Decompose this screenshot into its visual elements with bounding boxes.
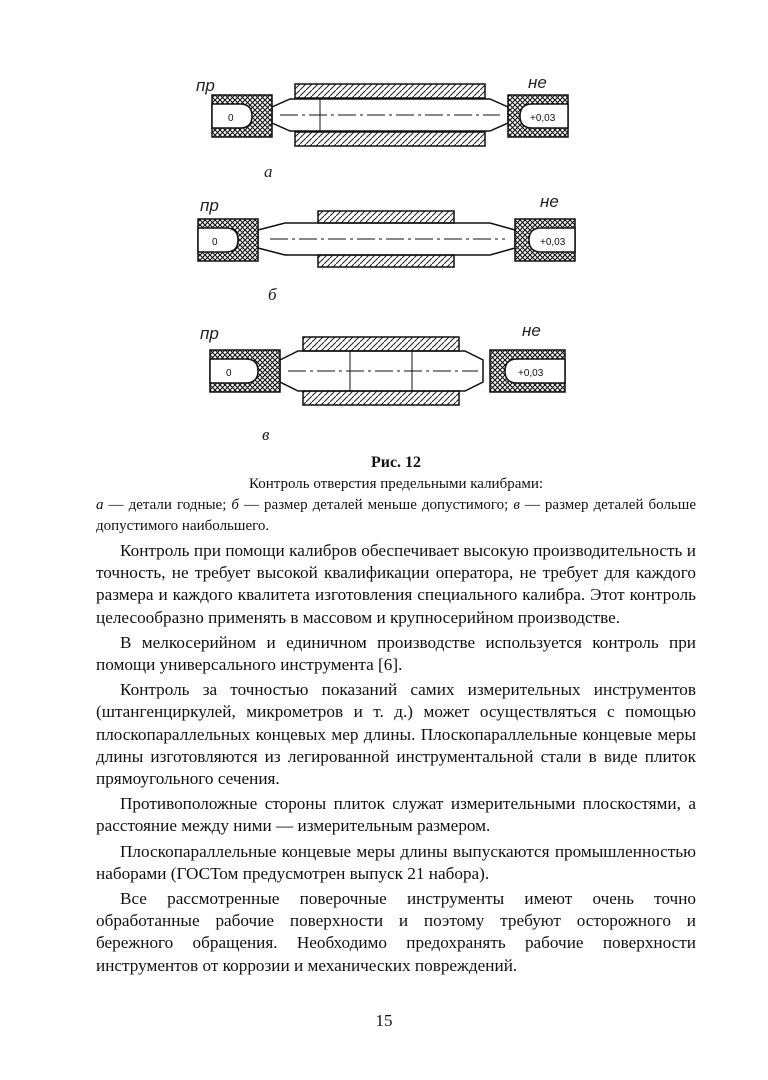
- sub-label-a: а: [264, 162, 273, 181]
- part-wall-top: [295, 84, 485, 98]
- caption-title: Рис. 12: [370, 454, 422, 471]
- go-label: пр: [200, 196, 219, 215]
- gauge-drawings: [0, 0, 768, 450]
- page-number: 15: [375, 1011, 393, 1030]
- nogo-label: не: [528, 73, 547, 92]
- caption-subtitle: Контроль отверстия предельными калибрами:: [248, 476, 544, 492]
- gauge-row-a: [212, 84, 568, 146]
- part-wall-top: [318, 211, 454, 223]
- go-value: 0: [212, 237, 218, 248]
- nogo-label: не: [522, 321, 541, 340]
- nogo-value: +0,03: [518, 368, 544, 379]
- go-label: пр: [196, 76, 215, 95]
- body-text: [96, 540, 696, 980]
- paragraph: Все рассмотренные поверочные инструменты имеют очень точно обработанные рабочие поверхности и поэтому требуют осторожного и бережного обращения. Необходимо предохранять рабочие поверхности инструментов от коррозии и механических повреждений.: [96, 889, 696, 975]
- legend-text-v: — размер деталей больше допустимого наибольшего.: [96, 497, 696, 534]
- paragraph: Противоположные стороны плиток служат измерительными плоскостями, а расстояние между ними — измерительным размером.: [96, 794, 696, 836]
- sub-label-b: б: [268, 285, 277, 304]
- caption-legend: [96, 495, 696, 537]
- nogo-value: +0,03: [540, 237, 566, 248]
- go-value: 0: [226, 368, 232, 379]
- gauge-row-v: [210, 337, 565, 405]
- go-value: 0: [228, 113, 234, 124]
- figure-12: [0, 0, 768, 450]
- part-wall-bottom: [295, 132, 485, 146]
- legend-text-b: — размер деталей меньше допустимого;: [238, 497, 514, 513]
- legend-letter-b: б: [231, 497, 239, 513]
- paragraph: Контроль за точностью показаний самих измерительных инструментов (штангенциркулей, микрометров и т. д.) может осуществляться с помощью плоскопараллельных концевых мер длины. Плоскопараллельные концевые меры длины изготовляются из легированной инструментальной стали в виде плиток прямоугольного сечения.: [96, 680, 696, 789]
- nogo-label: не: [540, 192, 559, 211]
- paragraph: Контроль при помощи калибров обеспечивает высокую производительность и точность, не требует высокой квалификации оператора, не требует для каждого размера и каждого квалитета изготовления специального калибра. Этот контроль целесообразно применять в массовом и крупносерийном производстве.: [96, 541, 696, 627]
- legend-letter-a: а: [96, 497, 104, 513]
- part-wall-bottom: [303, 391, 459, 405]
- part-wall-bottom: [318, 255, 454, 267]
- part-wall-top: [303, 337, 459, 351]
- legend-text-a: — детали годные;: [103, 497, 232, 513]
- sub-label-v: в: [262, 425, 270, 444]
- paragraph: Плоскопараллельные концевые меры длины выпускаются промышленностью наборами (ГОСТом предусмотрен выпуск 21 набора).: [96, 841, 696, 883]
- go-label: пр: [200, 324, 219, 343]
- gauge-row-b: [198, 211, 575, 267]
- figure-caption: [96, 452, 696, 537]
- paragraph: В мелкосерийном и единичном производстве используется контроль при помощи универсального инструмента [6].: [96, 632, 696, 675]
- legend-letter-v: в: [513, 497, 520, 513]
- nogo-value: +0,03: [530, 113, 556, 124]
